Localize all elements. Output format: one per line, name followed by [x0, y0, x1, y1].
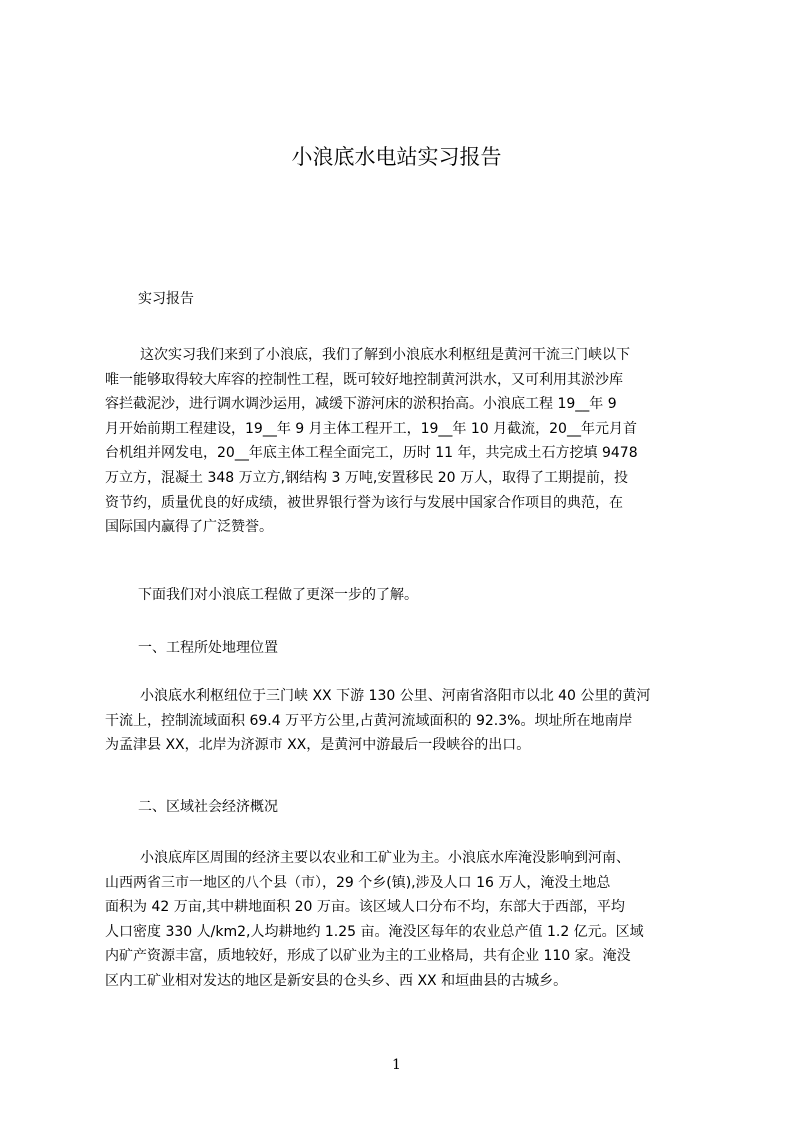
- paragraph-line: 内矿产资源丰富，质地较好，形成了以矿业为主的工业格局，共有企业 110 家。淹没: [105, 948, 631, 965]
- section-heading-economy: 二、区域社会经济概况: [138, 799, 278, 815]
- paragraph-line: 资节约，质量优良的好成绩，被世界银行誉为该行与发展中国家合作项目的典范，在: [105, 494, 623, 511]
- paragraph-line: 台机组并网发电，20__年底主体工程全面完工，历时 11 年，共完成土石方挖填 9478: [105, 445, 638, 462]
- paragraph-transition: 下面我们对小浪底工程做了更深一步的了解。: [138, 587, 418, 603]
- paragraph-line: 唯一能够取得较大库容的控制性工程，既可较好地控制黄河洪水，又可利用其淤沙库: [105, 371, 623, 388]
- paragraph-line: 小浪底库区周围的经济主要以农业和工矿业为主。小浪底水库淹没影响到河南、: [140, 850, 630, 866]
- paragraph-line: 面积为 42 万亩,其中耕地面积 20 万亩。该区域人口分布不均，东部大于西部，平均: [105, 899, 625, 916]
- paragraph-line: 人口密度 330 人/km2,人均耕地约 1.25 亩。淹没区每年的农业总产值 1.2 亿元。区域: [105, 923, 644, 940]
- paragraph-economy: [105, 846, 698, 994]
- paragraph-line: 容拦截泥沙，进行调水调沙运用，减缓下游河床的淤积抬高。小浪底工程 19__年 9: [105, 396, 617, 413]
- paragraph-line: 万立方，混凝土 348 万立方,钢结构 3 万吨,安置移民 20 万人，取得了工期提前，投: [105, 469, 629, 486]
- section-heading-location: 一、工程所处地理位置: [138, 640, 278, 656]
- section-heading-report: 实习报告: [138, 291, 194, 307]
- paragraph-line: 小浪底水利枢纽位于三门峡 XX 下游 130 公里、河南省洛阳市以北 40 公里的黄河: [140, 688, 651, 704]
- paragraph-line: 为孟津县 XX，北岸为济源市 XX，是黄河中游最后一段峡谷的出口。: [105, 737, 531, 754]
- page-number: 1: [392, 1057, 401, 1073]
- paragraph-intro: [105, 343, 698, 540]
- paragraph-line: 这次实习我们来到了小浪底，我们了解到小浪底水利枢纽是黄河干流三门峡以下: [140, 347, 630, 363]
- paragraph-line: 国际国内赢得了广泛赞誉。: [105, 519, 273, 536]
- paragraph-location: [105, 684, 698, 758]
- paragraph-line: 月开始前期工程建设，19__年 9 月主体工程开工，19__年 10 月截流，20__年元月首: [105, 420, 637, 437]
- paragraph-line: 干流上，控制流域面积 69.4 万平方公里,占黄河流域面积的 92.3%。坝址所在地南岸: [105, 712, 633, 729]
- paragraph-line: 区内工矿业相对发达的地区是新安县的仓头乡、西 XX 和垣曲县的古城乡。: [105, 972, 568, 989]
- paragraph-line: 山西两省三市一地区的八个县（市），29 个乡(镇),涉及人口 16 万人，淹没土地总: [105, 874, 611, 891]
- document-title: 小浪底水电站实习报告: [291, 145, 502, 169]
